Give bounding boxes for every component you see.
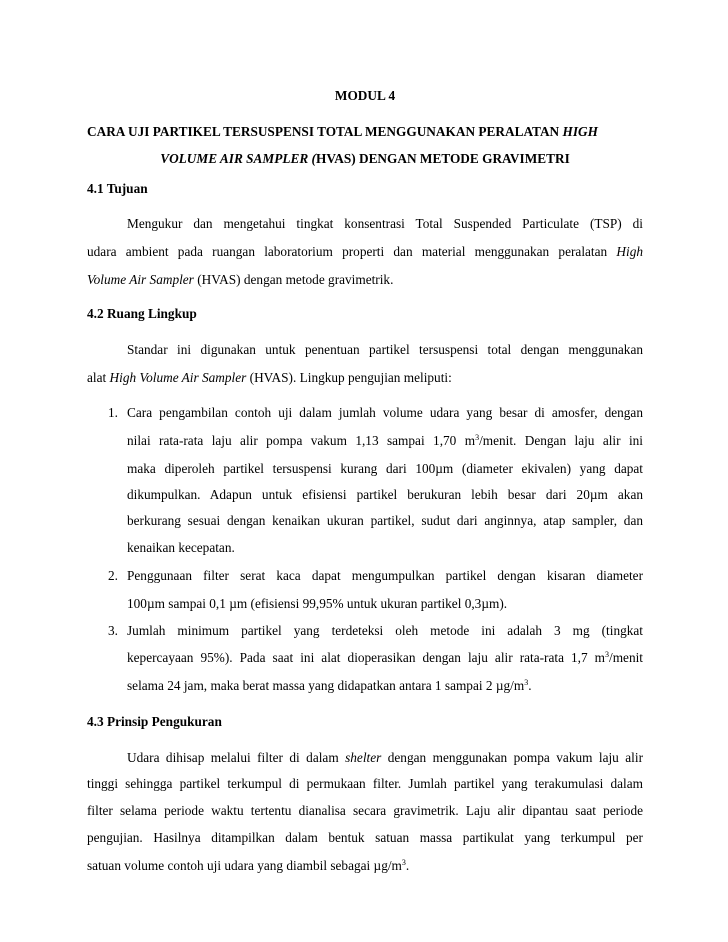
- list-item-line: Cara pengambilan contoh uji dalam jumlah volume udara yang besar di amosfer, dengan: [127, 405, 643, 420]
- text: selama 24 jam, maka berat massa yang didapatkan antara 1 sampai 2 µg/m: [127, 678, 525, 693]
- paragraph-line: Mengukur dan mengetahui tingkat konsentrasi Total Suspended Particulate (TSP) di: [127, 216, 643, 231]
- list-item-line: 100µm sampai 0,1 µm (efisiensi 99,95% untuk ukuran partikel 0,3µm).: [127, 596, 508, 611]
- list-item-line: [127, 433, 643, 449]
- text: (HVAS) dengan metode gravimetrik.: [193, 272, 394, 287]
- title-text: CARA UJI PARTIKEL TERSUSPENSI TOTAL MENGGUNAKAN PERALATAN: [87, 124, 563, 139]
- section-heading-ruang-lingkup: 4.2 Ruang Lingkup: [87, 306, 197, 321]
- superscript: 3: [401, 858, 406, 867]
- paragraph-line: tinggi sehingga partikel terkumpul di permukaan filter. Jumlah partikel yang terakumulasi dalam: [87, 776, 643, 791]
- list-item-line: kenaikan kecepatan.: [127, 540, 235, 555]
- italic-text: shelter: [345, 750, 382, 765]
- text: /menit: [609, 650, 643, 665]
- text: dengan menggunakan pompa vakum laju alir: [381, 750, 643, 765]
- paragraph-line: [87, 858, 643, 874]
- title-line-2: [87, 151, 643, 167]
- module-label: MODUL 4: [334, 88, 396, 103]
- paragraph-line: pengujian. Hasilnya ditampilkan dalam bentuk satuan massa partikulat yang terkumpul per: [87, 830, 643, 845]
- title-italic-text: HIGH: [562, 124, 598, 139]
- superscript: 3: [605, 650, 610, 659]
- list-number: 3.: [108, 623, 118, 638]
- text: /menit. Dengan laju alir ini: [479, 433, 643, 448]
- list-item-line: [127, 678, 643, 694]
- list-item-line: [127, 650, 643, 666]
- italic-text: High: [616, 244, 643, 259]
- section-heading-prinsip-pengukuran: 4.3 Prinsip Pengukuran: [87, 714, 222, 729]
- list-item-line: maka diperoleh partikel tersuspensi kurang dari 100µm (diameter ekivalen) yang dapat: [127, 461, 643, 476]
- section-heading-tujuan: 4.1 Tujuan: [87, 181, 148, 196]
- text: kepercayaan 95%). Pada saat ini alat dioperasikan dengan laju alir rata-rata 1,7 m: [127, 650, 606, 665]
- list-item-line: Jumlah minimum partikel yang terdeteksi oleh metode ini adalah 3 mg (tingkat: [127, 623, 643, 638]
- superscript: 3: [524, 678, 529, 687]
- superscript: 3: [475, 433, 480, 442]
- title-text: HVAS) DENGAN METODE GRAVIMETRI: [315, 151, 570, 166]
- title-italic-text: VOLUME AIR SAMPLER (: [160, 151, 316, 166]
- list-number: 1.: [108, 405, 118, 420]
- text: nilai rata-rata laju alir pompa vakum 1,13 sampai 1,70 m: [127, 433, 476, 448]
- paragraph-line: [87, 272, 643, 288]
- list-item-line: Penggunaan filter serat kaca dapat mengumpulkan partikel dengan kisaran diameter: [127, 568, 643, 583]
- italic-text: Volume Air Sampler: [87, 272, 194, 287]
- list-item-line: dikumpulkan. Adapun untuk efisiensi partikel berukuran lebih besar dari 20µm akan: [127, 487, 643, 502]
- paragraph-line: Standar ini digunakan untuk penentuan partikel tersuspensi total dengan menggunakan: [127, 342, 643, 357]
- title-line-1: [87, 124, 643, 140]
- text: udara ambient pada ruangan laboratorium properti dan material menggunakan peralatan: [87, 244, 617, 259]
- text: (HVAS). Lingkup pengujian meliputi:: [246, 370, 452, 385]
- text: .: [405, 858, 410, 873]
- list-item-line: berkurang sesuai dengan kenaikan ukuran partikel, sudut dari anginnya, atap sampler, dan: [127, 513, 643, 528]
- paragraph-line: [87, 370, 643, 386]
- text: satuan volume contoh uji udara yang diambil sebagai µg/m: [87, 858, 402, 873]
- list-number: 2.: [108, 568, 118, 583]
- text: alat: [87, 370, 110, 385]
- text: .: [528, 678, 532, 693]
- paragraph-line: [127, 750, 643, 766]
- paragraph-line: filter selama periode waktu tertentu dianalisa secara gravimetrik. Laju alir dipantau saat periode: [87, 803, 643, 818]
- paragraph-line: [87, 244, 643, 260]
- italic-text: High Volume Air Sampler: [109, 370, 247, 385]
- text: Udara dihisap melalui filter di dalam: [127, 750, 346, 765]
